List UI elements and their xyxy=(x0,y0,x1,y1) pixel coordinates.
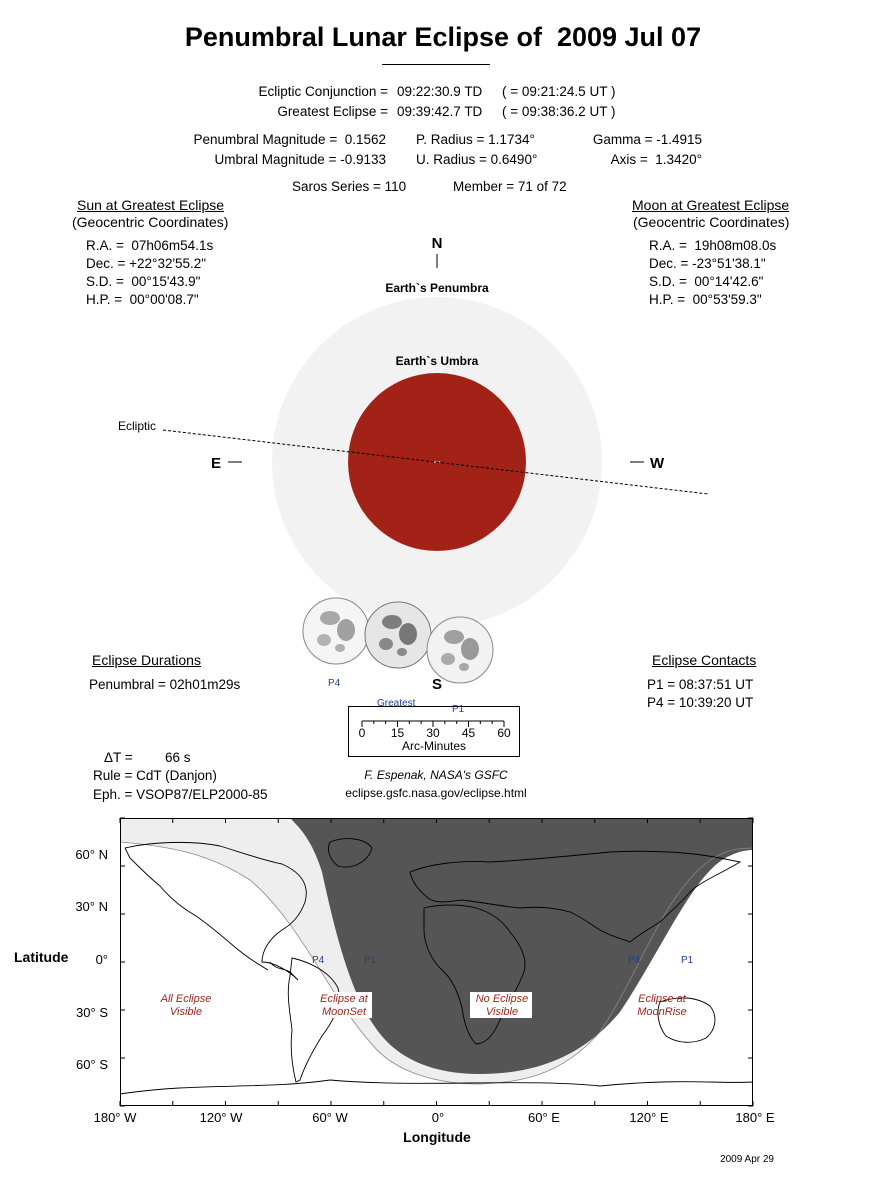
lon-tick-label: 120° E xyxy=(629,1110,669,1125)
delta-t-label: ΔT = xyxy=(104,750,133,765)
saros-series: Saros Series = 110 xyxy=(292,179,407,194)
lon-tick-label: 180° E xyxy=(735,1110,775,1125)
north-label: N xyxy=(431,235,443,252)
conjunction-label: Ecliptic Conjunction = xyxy=(258,84,388,99)
east-label: E xyxy=(210,455,221,472)
moon-p4-label: P4 xyxy=(328,678,341,689)
umbral-magnitude: Umbral Magnitude = -0.9133 xyxy=(214,152,386,167)
moon-p4 xyxy=(303,598,369,664)
penumbra-label: Earth`s Penumbra xyxy=(385,281,489,295)
scale-tick-label: 15 xyxy=(390,726,405,740)
durations-heading: Eclipse Durations xyxy=(92,652,201,668)
sun-subheading: (Geocentric Coordinates) xyxy=(72,214,229,230)
contacts-heading: Eclipse Contacts xyxy=(652,652,757,668)
moon-subheading: (Geocentric Coordinates) xyxy=(633,214,790,230)
scale-tick-label: 30 xyxy=(426,726,440,740)
penumbral-duration: Penumbral = 02h01m29s xyxy=(89,677,241,692)
scale-tick-label: 45 xyxy=(461,726,476,740)
greatest-eclipse-td: 09:39:42.7 TD xyxy=(397,104,483,119)
saros-member: Member = 71 of 72 xyxy=(453,179,567,194)
latitude-axis-label: Latitude xyxy=(14,949,69,965)
scale-unit-label: Arc-Minutes xyxy=(401,739,467,753)
scale-tick-label: 60 xyxy=(497,726,511,740)
sun-sd: S.D. = 00°15'43.9" xyxy=(86,274,201,289)
moon-dec: Dec. = -23°51'38.1" xyxy=(649,256,766,271)
umbral-radius: U. Radius = 0.6490° xyxy=(416,152,538,167)
penumbral-magnitude: Penumbral Magnitude = 0.1562 xyxy=(193,132,386,147)
ecliptic-label: Ecliptic xyxy=(118,419,157,433)
lat-tick-label: 0° xyxy=(95,952,108,967)
lon-tick-label: 180° W xyxy=(93,1110,137,1125)
lon-tick-label: 120° W xyxy=(199,1110,243,1125)
region-moonset-line2: MoonSet xyxy=(321,1006,367,1018)
moon-heading: Moon at Greatest Eclipse xyxy=(632,197,790,213)
west-label: W xyxy=(650,455,665,472)
region-moonset-line1: Eclipse at xyxy=(320,993,368,1005)
arcminute-scale xyxy=(348,706,520,758)
lat-tick-label: 60° N xyxy=(75,847,108,862)
sun-heading: Sun at Greatest Eclipse xyxy=(77,197,225,213)
map-p1-west-label: P1 xyxy=(364,955,377,966)
moon-p1 xyxy=(427,617,493,683)
sun-hp: H.P. = 00°00'08.7" xyxy=(86,292,199,307)
umbra-label: Earth`s Umbra xyxy=(395,354,479,368)
date-stamp: 2009 Apr 29 xyxy=(720,1154,774,1165)
contact-p1: P1 = 08:37:51 UT xyxy=(647,677,754,692)
ephemeris-text: Eph. = VSOP87/ELP2000-85 xyxy=(93,787,268,802)
lat-tick-label: 60° S xyxy=(76,1057,108,1072)
page-title: Penumbral Lunar Eclipse of 2009 Jul 07 xyxy=(184,22,702,52)
world-map xyxy=(0,812,886,1152)
south-label: S xyxy=(431,676,443,693)
lat-tick-label: 30° N xyxy=(75,899,108,914)
region-all-eclipse-line2: Visible xyxy=(169,1006,203,1018)
delta-t-value: 66 s xyxy=(165,750,191,765)
credit-text: F. Espenak, NASA's GSFC xyxy=(364,768,508,782)
region-moonrise-line2: MoonRise xyxy=(637,1006,687,1018)
moon-sd: S.D. = 00°14'42.6" xyxy=(649,274,764,289)
moon-greatest-label: Greatest xyxy=(377,698,416,709)
lon-tick-label: 60° W xyxy=(312,1110,348,1125)
rule-text: Rule = CdT (Danjon) xyxy=(93,768,217,783)
sun-dec: Dec. = +22°32'55.2" xyxy=(86,256,207,271)
map-p4-west-label: P4 xyxy=(312,955,325,966)
moon-hp: H.P. = 00°53'59.3" xyxy=(649,292,762,307)
gamma-value: Gamma = -1.4915 xyxy=(592,132,702,147)
url-text: eclipse.gsfc.nasa.gov/eclipse.html xyxy=(345,786,527,800)
moon-greatest xyxy=(365,602,431,668)
greatest-eclipse-ut: ( = 09:38:36.2 UT ) xyxy=(502,104,616,119)
lon-tick-label: 0° xyxy=(431,1110,445,1125)
penumbral-radius: P. Radius = 1.1734° xyxy=(416,132,535,147)
conjunction-td: 09:22:30.9 TD xyxy=(397,84,483,99)
moon-ra: R.A. = 19h08m08.0s xyxy=(649,238,777,253)
moon-p1-label: P1 xyxy=(452,704,465,715)
contact-p4: P4 = 10:39:20 UT xyxy=(647,695,754,710)
sun-ra: R.A. = 07h06m54.1s xyxy=(86,238,214,253)
region-no-eclipse-line2: Visible xyxy=(485,1006,519,1018)
conjunction-ut: ( = 09:21:24.5 UT ) xyxy=(502,84,616,99)
region-moonrise-line1: Eclipse at xyxy=(638,993,686,1005)
scale-tick-label: 0 xyxy=(358,726,366,740)
greatest-eclipse-label: Greatest Eclipse = xyxy=(277,104,388,119)
longitude-axis-label: Longitude xyxy=(403,1129,471,1145)
lon-tick-label: 60° E xyxy=(528,1110,560,1125)
map-p4-east-label: P4 xyxy=(628,955,641,966)
map-p1-east-label: P1 xyxy=(681,955,694,966)
region-no-eclipse-line1: No Eclipse xyxy=(475,993,529,1005)
region-all-eclipse-line1: All Eclipse xyxy=(160,993,212,1005)
lat-tick-label: 30° S xyxy=(76,1005,108,1020)
axis-value: Axis = 1.3420° xyxy=(610,152,702,167)
